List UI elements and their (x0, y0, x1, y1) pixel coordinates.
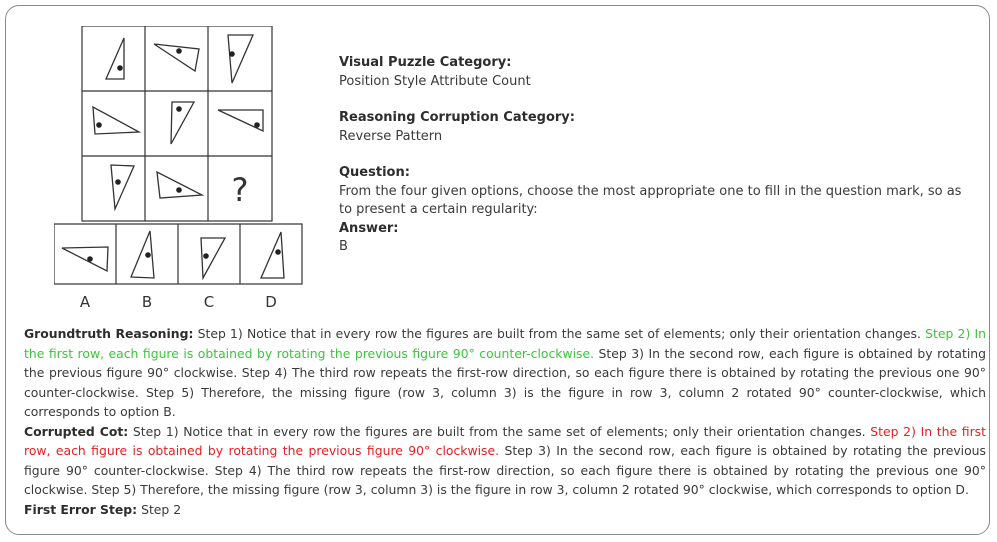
groundtruth-label: Groundtruth Reasoning: (24, 326, 194, 341)
dot-r3c2 (176, 187, 182, 193)
corrupted-label: Corrupted Cot: (24, 423, 129, 439)
first-error-value: Step 2 (137, 501, 182, 517)
dot-r1c1 (117, 65, 123, 71)
corrupted-step1: Step 1) Notice that in every row the figures are built from the same set of elements; only their orientation changes. (128, 423, 871, 439)
dot-option-d (275, 249, 281, 255)
first-error-label: First Error Step: (24, 501, 138, 517)
groundtruth-step1: Step 1) Notice that in every row the figures are built from the same set of elements; only their orientation changes. (193, 326, 926, 341)
dot-r2c3 (254, 122, 260, 128)
triangle-r1c1 (106, 38, 124, 79)
option-label-b: B (141, 293, 153, 311)
option-a-triangle (62, 247, 108, 271)
triangle-r1c2 (154, 44, 199, 71)
dot-option-b (145, 252, 151, 258)
corrupted-step2: Step 2) In the first row, each figure is obtained by rotating the previous figure 90° clockwise. (24, 423, 986, 458)
dot-r2c2 (176, 106, 182, 112)
dot-r3c1 (115, 179, 121, 185)
groundtruth-paragraph (24, 324, 986, 422)
category-value: Position Style Attribute Count (339, 73, 531, 89)
groundtruth-step2: Step 2) In the first row, each figure is obtained by rotating the previous figure 90° counter-clockwise. (24, 326, 986, 361)
answer-label: Answer: (339, 220, 399, 236)
triangle-r2c1 (93, 107, 139, 134)
triangle-r2c2 (171, 102, 194, 144)
triangle-r3c2 (157, 172, 202, 198)
option-label-c: C (203, 293, 215, 311)
dot-r2c1 (96, 122, 102, 128)
triangle-r2c3 (218, 110, 263, 131)
question-label: Question: (339, 165, 410, 180)
option-label-a: A (79, 293, 91, 311)
question-text-line1: From the four given options, choose the most appropriate one to fill in the question mark, so as (339, 183, 962, 199)
question-text-line2: to present a certain regularity: (339, 202, 538, 217)
question-mark: ? (231, 171, 249, 209)
triangle-r1c3 (228, 35, 253, 83)
answer-value: B (339, 239, 348, 254)
corruption-value: Reverse Pattern (339, 128, 443, 144)
dot-option-a (87, 256, 93, 262)
puzzle-info (339, 54, 979, 257)
groundtruth-rest: Step 3) In the second row, each figure is obtained by rotating the previous figure 90° clockwise. Step 4) The third row repeats the first-row direction, so each figure there is obtained by rotating the previous one 90° counter-clockwise. Step 5) Therefore, the missing figure (row 3, column 3) is the figure in row 3, column 2 rotated 90° counter-clockwise, which corresponds to option B. (24, 345, 986, 419)
triangle-r3c1 (111, 165, 134, 209)
reasoning-section (24, 324, 986, 519)
first-error-line (24, 500, 986, 520)
corruption-label: Reasoning Corruption Category: (339, 110, 575, 125)
option-d-triangle (261, 232, 284, 278)
dot-option-c (203, 253, 209, 259)
corrupted-paragraph (24, 422, 986, 500)
dot-r1c3 (229, 51, 235, 57)
corrupted-rest: Step 3) In the second row, each figure is obtained by rotating the previous figure 90° counter-clockwise. Step 4) The third row repeats the first-row direction, so each figure there is obtained by rotating the previous one 90° clockwise. Step 5) Therefore, the missing figure (row 3, column 3) is the figure in row 3, column 2 rotated 90° clockwise, which corresponds to option D. (24, 443, 986, 497)
dot-r1c2 (176, 48, 182, 54)
category-label: Visual Puzzle Category: (339, 55, 512, 70)
example-card (5, 5, 990, 535)
option-label-d: D (265, 293, 277, 311)
puzzle-figure (54, 26, 304, 316)
